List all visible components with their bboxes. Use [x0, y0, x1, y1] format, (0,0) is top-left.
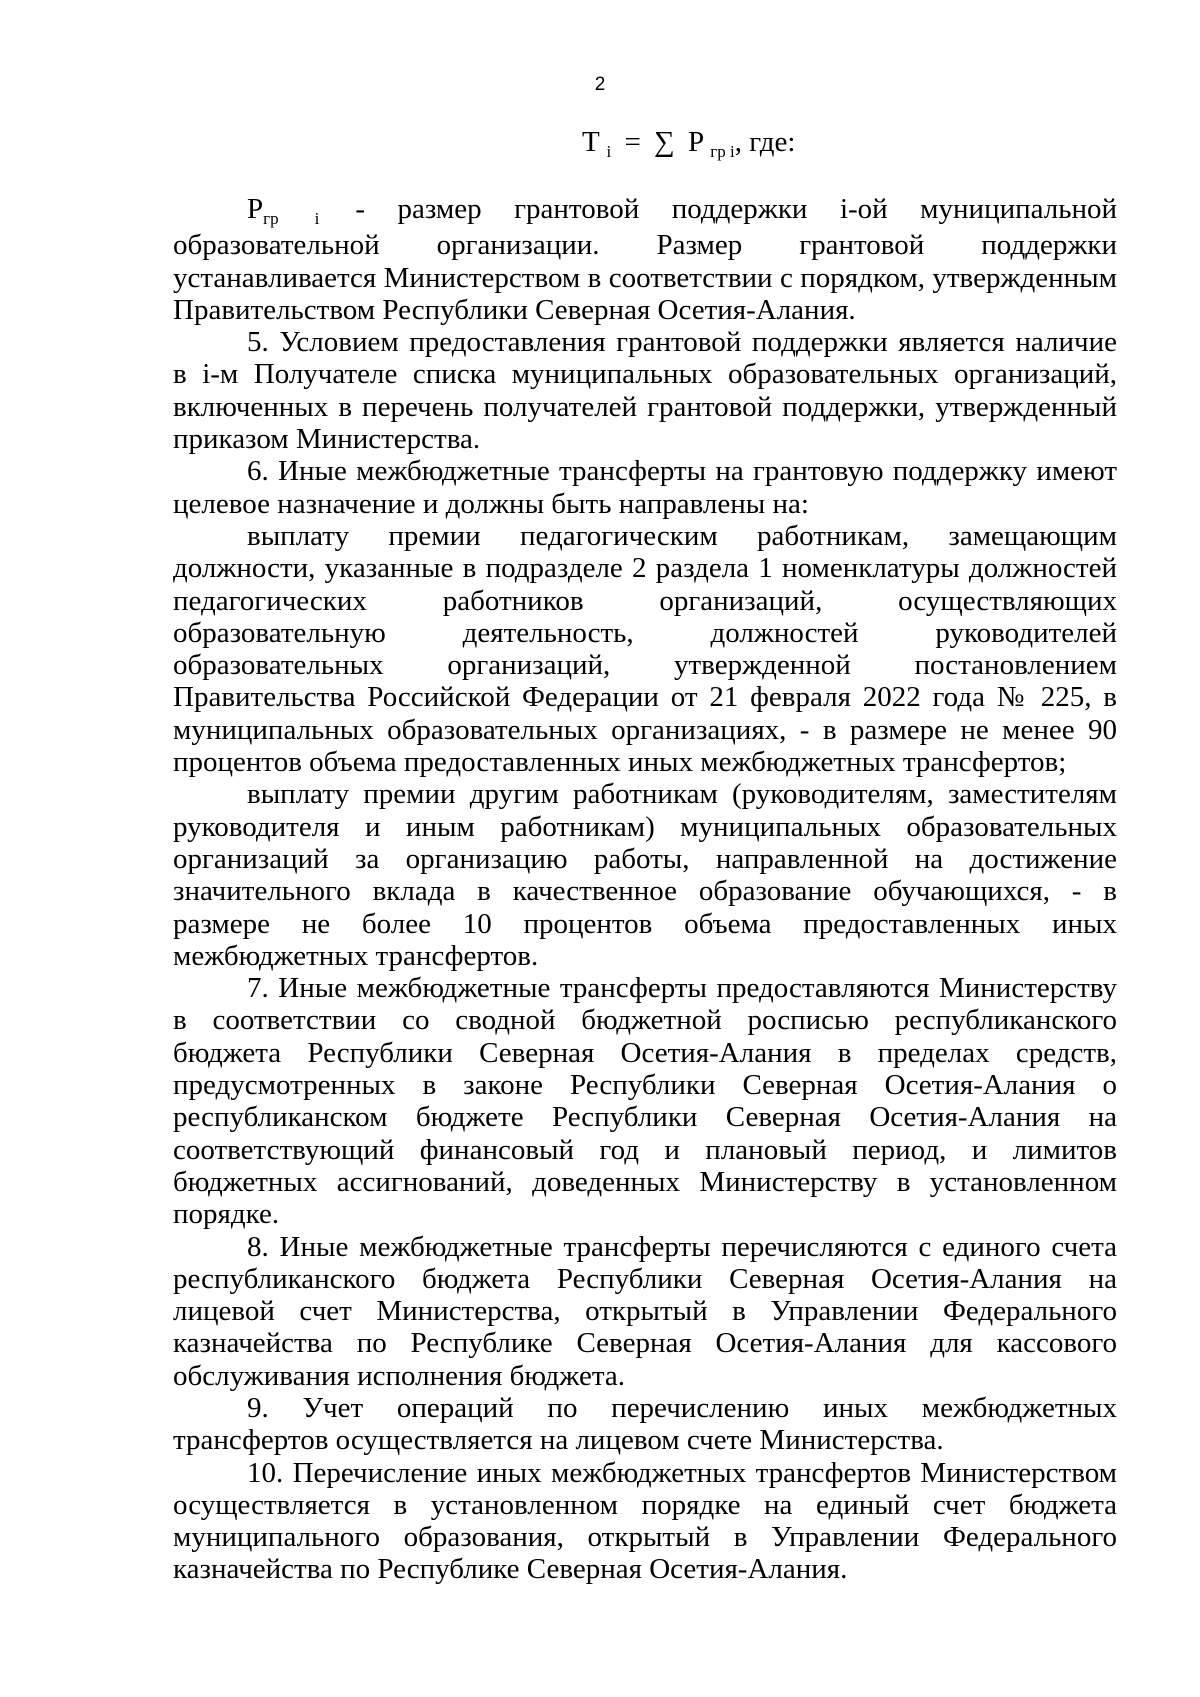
formula-equals: =: [624, 126, 641, 158]
document-body: [173, 193, 1117, 1586]
paragraph-8: 8. Иные межбюджетные трансферты перечисляются с единого счета республиканского бюджета Республики Северная Осетия-Алания на лицевой счет Министерства, открытый в Управлении Федерального казначейства по Республике Северная Осетия-Алания для кассового обслуживания исполнения бюджета.: [173, 1230, 1117, 1392]
formula-term-subscript: гр i: [710, 142, 735, 161]
paragraph-definition: [173, 193, 1117, 326]
formula-tail: , где:: [734, 126, 796, 158]
paragraph-5: 5. Условием предоставления грантовой поддержки является наличие в i-м Получателе списка муниципальных образовательных организаций, включенных в перечень получателей грантовой поддержки, утвержденный приказом Министерства.: [173, 326, 1117, 456]
formula-lhs: T: [582, 126, 600, 158]
paragraph-9: 9. Учет операций по перечислению иных межбюджетных трансфертов осуществляется на лицевом счете Министерства.: [173, 1391, 1117, 1457]
paragraph-6-item-1: выплату премии педагогическим работникам, замещающим должности, указанные в подразделе 2 раздела 1 номенклатуры должностей педагогических работников организаций, осуществляющих образовательную деятельность, должностей руководителей образовательных организаций, утвержденной постановлением Правительства Российской Федерации от 21 февраля 2022 года № 225, в муниципальных образовательных организациях, - в размере не менее 90 процентов объема предоставленных иных межбюджетных трансфертов;: [173, 519, 1117, 779]
paragraph-7: 7. Иные межбюджетные трансферты предоставляются Министерству в соответствии со сводной бюджетной росписью республиканского бюджета Республики Северная Осетия-Алания в пределах средств, предусмотренных в законе Республики Северная Осетия-Алания о республиканском бюджете Республики Северная Осетия-Алания на соответствующий финансовый год и плановый период, и лимитов бюджетных ассигнований, доведенных Министерству в установленном порядке.: [173, 972, 1117, 1231]
definition-symbol-index: i: [314, 209, 320, 228]
formula-sum-symbol: ∑: [654, 126, 675, 158]
paragraph-6: 6. Иные межбюджетные трансферты на грантовую поддержку имеют целевое назначение и должны быть направлены на:: [173, 455, 1117, 520]
formula: [582, 126, 795, 159]
page-number: 2: [594, 74, 606, 95]
formula-lhs-subscript: i: [606, 142, 612, 161]
paragraph-10: 10. Перечисление иных межбюджетных трансфертов Министерством осуществляется в установленном порядке на единый счет бюджета муниципального образования, открытый в Управлении Федерального казначейства по Республике Северная Осетия-Алания.: [173, 1456, 1117, 1586]
definition-symbol: P: [247, 193, 264, 225]
formula-term: P: [687, 126, 704, 158]
definition-symbol-subscript: гр: [263, 209, 279, 228]
definition-text: - размер грантовой поддержки i-ой муниципальной образовательной организации. Размер грантовой поддержки устанавливается Министерством в соответствии с порядком, утвержденным Правительством Республики Северная Осетия-Алания.: [173, 193, 1117, 326]
paragraph-6-item-2: выплату премии другим работникам (руководителям, заместителям руководителя и иным работникам) муниципальных образовательных организаций за организацию работы, направленной на достижение значительного вклада в качественное образование обучающихся, - в размере не более 10 процентов объема предоставленных иных межбюджетных трансфертов.: [173, 778, 1117, 972]
